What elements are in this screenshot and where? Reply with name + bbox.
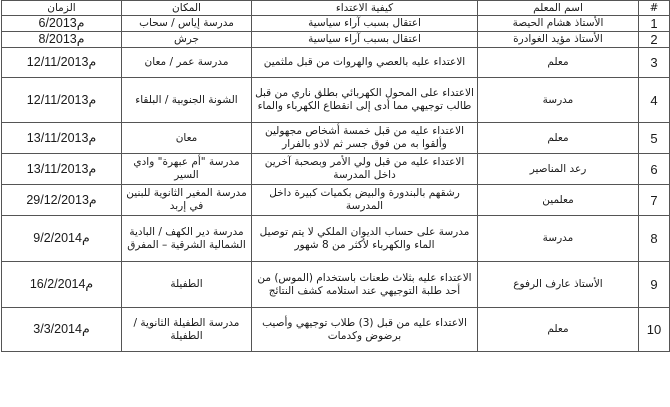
date-value: 8/2013 — [38, 32, 77, 46]
date-suffix: م — [76, 32, 85, 46]
date — [2, 308, 122, 352]
place: مدرسة دير الكهف / البادية الشمالية الشرقية – المفرق — [122, 216, 252, 262]
teacher-name: الأستاذ عارف الرفوع — [478, 262, 639, 308]
place: مدرسة عمر / معان — [122, 48, 252, 78]
place: مدرسة المغير الثانوية للبنين في إربد — [122, 185, 252, 216]
header-method: كيفية الاعتداء — [252, 1, 478, 16]
date-suffix: م — [88, 55, 97, 69]
date-value: 9/2/2014 — [33, 231, 82, 245]
header-num: # — [639, 1, 670, 16]
teacher-assault-table — [1, 0, 670, 352]
teacher-name: مدرسة — [478, 78, 639, 123]
date-suffix: م — [81, 322, 90, 336]
header-teacher: اسم المعلم — [478, 1, 639, 16]
teacher-name: رعد المناصير — [478, 154, 639, 185]
table-row — [2, 48, 670, 78]
date — [2, 32, 122, 48]
date — [2, 78, 122, 123]
teacher-name: معلم — [478, 308, 639, 352]
teacher-name: مدرسة — [478, 216, 639, 262]
place: مدرسة "أم عبهرة" وادي السير — [122, 154, 252, 185]
date — [2, 216, 122, 262]
teacher-name: الأستاذ مؤيد الغوادرة — [478, 32, 639, 48]
header-row — [2, 1, 670, 16]
assault-method: الاعتداء على المحول الكهربائي بطلق ناري من قبل طالب توجيهي مما أدى إلى انقطاع الكهرباء والماء — [252, 78, 478, 123]
table-row — [2, 32, 670, 48]
row-number: 3 — [639, 48, 670, 78]
teacher-name: معلم — [478, 48, 639, 78]
place: مدرسة الطفيلة الثانوية / الطفيلة — [122, 308, 252, 352]
row-number: 5 — [639, 123, 670, 154]
assault-method: الاعتداء عليه من قبل خمسة أشخاص مجهولين وألقوا به من فوق جسر ثم لاذو بالفرار — [252, 123, 478, 154]
table-row — [2, 308, 670, 352]
header-place: المكان — [122, 1, 252, 16]
table-body — [2, 16, 670, 352]
date-suffix: م — [76, 16, 85, 30]
table-row — [2, 78, 670, 123]
row-number: 8 — [639, 216, 670, 262]
date — [2, 123, 122, 154]
place: جرش — [122, 32, 252, 48]
assault-method: اعتقال بسبب آراء سياسية — [252, 32, 478, 48]
row-number: 9 — [639, 262, 670, 308]
table-row — [2, 16, 670, 32]
teacher-name: معلم — [478, 123, 639, 154]
table-row — [2, 123, 670, 154]
date-value: 3/3/2014 — [33, 322, 82, 336]
date-value: 12/11/2013 — [26, 55, 89, 69]
assault-method: الاعتداء عليه بثلاث طعنات باستخدام (الموس) من أحد طلبة التوجيهي عند استلامه كشف النتائج — [252, 262, 478, 308]
date-suffix: م — [88, 161, 97, 176]
row-number: 10 — [639, 308, 670, 352]
assault-method: الاعتداء عليه من قبل (3) طلاب توجيهي وأصيب برضوض وكدمات — [252, 308, 478, 352]
assault-method: اعتقال بسبب آراء سياسية — [252, 16, 478, 32]
date — [2, 16, 122, 32]
date-suffix: م — [88, 130, 97, 145]
table-row — [2, 154, 670, 185]
place: الطفيلة — [122, 262, 252, 308]
assault-method: رشقهم بالبندورة والبيض بكميات كبيرة داخل المدرسة — [252, 185, 478, 216]
table-row — [2, 262, 670, 308]
table-row — [2, 185, 670, 216]
teacher-name: معلمين — [478, 185, 639, 216]
date — [2, 262, 122, 308]
date — [2, 185, 122, 216]
place: معان — [122, 123, 252, 154]
row-number: 1 — [639, 16, 670, 32]
date-value: 13/11/2013 — [26, 161, 89, 176]
assault-method: مدرسة على حساب الديوان الملكي لا يتم توصيل الماء والكهرباء لأكثر من 8 شهور — [252, 216, 478, 262]
teacher-name: الأستاذ هشام الحيصة — [478, 16, 639, 32]
header-time: الزمان — [2, 1, 122, 16]
date-value: 13/11/2013 — [26, 130, 89, 145]
place: الشونة الجنوبية / البلقاء — [122, 78, 252, 123]
table-row — [2, 216, 670, 262]
row-number: 6 — [639, 154, 670, 185]
date-suffix: م — [88, 92, 97, 107]
date-suffix: م — [81, 231, 90, 245]
date — [2, 154, 122, 185]
date-value: 6/2013 — [38, 16, 77, 30]
assault-method: الاعتداء عليه من قبل ولي الأمر وبصحبة آخرين داخل المدرسة — [252, 154, 478, 185]
row-number: 2 — [639, 32, 670, 48]
date-value: 29/12/2013 — [26, 192, 89, 207]
date-suffix: م — [88, 192, 97, 207]
date — [2, 48, 122, 78]
date-value: 12/11/2013 — [26, 92, 89, 107]
assault-method: الاعتداء عليه بالعصي والهروات من قبل ملثمين — [252, 48, 478, 78]
place: مدرسة إياس / سحاب — [122, 16, 252, 32]
row-number: 4 — [639, 78, 670, 123]
date-value: 16/2/2014 — [29, 277, 86, 291]
row-number: 7 — [639, 185, 670, 216]
date-suffix: م — [85, 277, 94, 291]
